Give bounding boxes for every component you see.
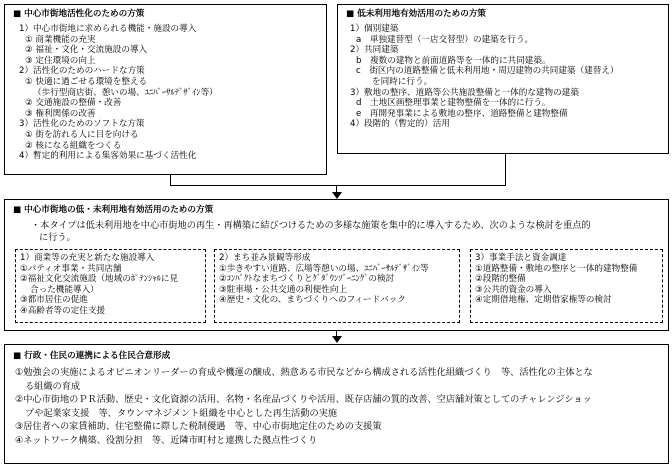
- col2-line: ③駐車場・公共交通の利便性向上: [219, 284, 348, 295]
- arrow-down-icon: [332, 192, 342, 199]
- box2-line: a 単独建替型（一店交替型）の建築を行う。: [356, 34, 534, 45]
- box1-line: ① 商業機能の充実: [25, 34, 96, 45]
- box4-line: ④ネットワーク構築、役割分担 等、近隣市町村と連携した拠点性づくり: [15, 434, 318, 446]
- box2-line: を同時に行う。: [372, 76, 433, 87]
- col3-line: 3）事業手法と資金調達: [475, 253, 567, 263]
- box1-line: 2）活性化のためのハードな方策: [19, 66, 145, 77]
- box2-title: ■ 低未利用地有効活用のための方策: [346, 9, 487, 19]
- box-underused-central: [4, 199, 669, 331]
- box4-line: ②中心市街地のＰＲ活動、歴史・文化資源の活用、名物・名産品づくりや活用、既存店舗の質的改善、空店舗対策としてのチャレンジショッ: [15, 394, 592, 406]
- col1-line: 1）商業等の充実と新たな施設導入: [20, 253, 155, 263]
- box3-intro-line: ・本タイプは低未利用地を中心市街地の再生・再構築に結びつけるための多様な施策を集中的に導入するため、次のような検討を重点的: [31, 220, 591, 231]
- box-consensus-building: [4, 344, 669, 464]
- box-central-revitalization: [4, 4, 327, 175]
- col1-line: ②福祉文化交流施設（地域のﾎﾟﾃﾝｼｬﾙに見: [20, 274, 179, 285]
- arrow-down-icon: [332, 336, 342, 343]
- box2-line: c 街区内の道路整備と低未利用地・周辺建物の共同建築（建替え）: [356, 66, 619, 77]
- col3-line: ③公共的資金の導入: [475, 284, 552, 295]
- box4-list: [15, 366, 593, 448]
- box1-title: ■ 中心市街地活性化のための方策: [13, 9, 145, 19]
- box1-line: ① 街を訪れる人に目を向ける: [25, 129, 139, 140]
- connector-line: [170, 175, 171, 185]
- connector-line: [170, 185, 506, 186]
- col1-line: 合った機能導入）: [30, 284, 99, 295]
- box3-intro: [31, 220, 591, 244]
- col2-line: ①歩きやすい道路、広場等憩いの場、ﾕﾆﾊﾞｰｻﾙﾃﾞｻﾞｲﾝ等: [219, 263, 429, 274]
- box1-line: 3）活性化のためのソフトな方策: [19, 119, 145, 130]
- box1-line: ② 核になる組織をつくる: [25, 140, 122, 151]
- box4-line: プや起業家支援 等、タウンマネジメント組織を中心とした再生活動の実施: [25, 407, 338, 419]
- box4-line: ①勉強会の実施によるオピニオンリーダーの育成や機運の醸成、熱意ある市民などから構成される活性化組織づくり 等、活性化の主体とな: [15, 367, 593, 378]
- box1-line: 1）中心市街地に求められる機能・施設の導入: [19, 24, 197, 34]
- col1-line: ③都市居住の促進: [20, 295, 88, 306]
- col3-line: ②段階的整備: [475, 274, 526, 285]
- box1-line: 4）暫定的利用による集客効果に基づく活性化: [19, 151, 197, 162]
- box4-line: ③居住者への家賃補助、住宅整備に際した税制優遇 等、中心市街地定住のための支援策: [15, 421, 382, 433]
- box1-line: ③ 定住環境の向上: [25, 55, 96, 66]
- col2-line: ④歴史・文化の、まちづくりへのフィードバック: [219, 295, 406, 306]
- box1-line: ③ 権利関係の改善: [25, 108, 96, 119]
- col2-line: ②ｺﾝﾊﾟｸﾄなまちづくりとｸﾞﾀﾞｳﾝｿﾞｰﾆﾝｸﾞの検討: [219, 274, 395, 285]
- box1-line: ② 交通施設の整備・改善: [25, 98, 122, 109]
- box2-line: 3）敷地の整序、道路等公共施設整備と一体的な建物の建築: [350, 87, 579, 98]
- box-underused-land: [337, 4, 669, 154]
- box4-line: る組織の育成: [25, 380, 81, 392]
- measure-column-townscape: [214, 249, 460, 323]
- box2-line: 1）個別建築: [350, 24, 399, 34]
- connector-line: [505, 154, 506, 185]
- box2-line: b 複数の建物と前面道路等を一体的に共同建築。: [356, 55, 551, 66]
- box2-line: d 土地区画整理事業と建物整備を一体的に行う。: [356, 98, 551, 109]
- measure-column-commerce: [15, 249, 206, 323]
- col1-line: ④高齢者等の定住支援: [20, 305, 106, 316]
- measure-column-funding: [470, 249, 663, 323]
- box1-line: ① 快適に過ごせる環境を整える: [25, 76, 148, 87]
- box3-title: ■ 中心市街地の低・未利用地有効活用のための方策: [13, 205, 214, 215]
- col2-line: 2）まち並み景観等形成: [219, 253, 311, 263]
- box1-line: ② 福祉・文化・交流施設の導入: [25, 45, 148, 56]
- box4-title: ■ 行政・住民の連携による住民合意形成: [13, 351, 171, 361]
- box1-list: [19, 24, 218, 162]
- box1-line: （歩行型商店街、憩いの場、ﾕﾆﾊﾞｰｻﾙﾃﾞｻﾞｲﾝ等）: [33, 87, 218, 98]
- box3-intro-line: に行う。: [39, 232, 76, 243]
- box2-line: 2）共同建築: [350, 45, 399, 56]
- col3-line: ④定期借地権、定期借家権等の検討: [475, 295, 612, 306]
- col3-line: ①道路整備・敷地の整序と一体的建物整備: [475, 263, 638, 274]
- box2-line: e 再開発事業による敷地の整序、道路整備と建物整備: [356, 108, 568, 119]
- box2-list: [350, 24, 619, 130]
- box2-line: 4）段階的（暫定的）活用: [350, 119, 450, 130]
- col1-line: ①パティオ事業・共同店舗: [20, 263, 122, 274]
